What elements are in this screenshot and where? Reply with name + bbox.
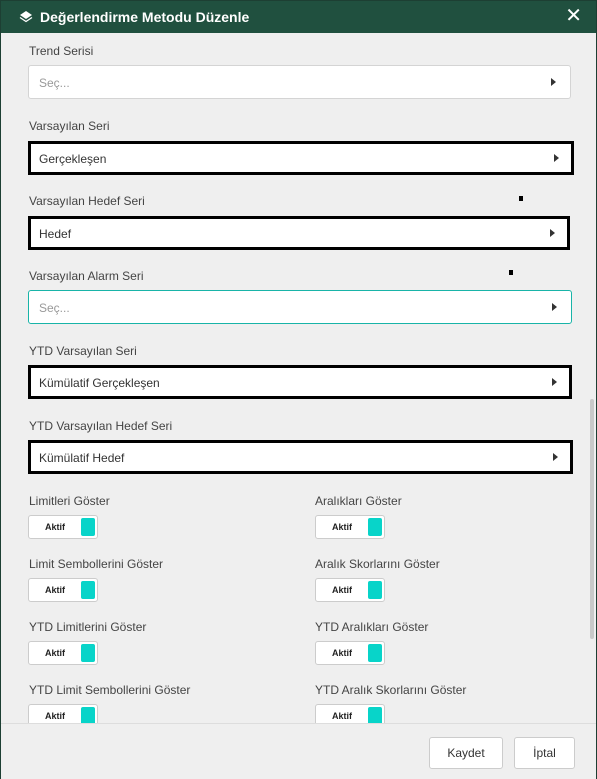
ytd-show-limits-label: YTD Limitlerini Göster bbox=[29, 620, 147, 634]
toggle-knob bbox=[81, 707, 95, 723]
default-alarm-series-select[interactable] bbox=[28, 290, 572, 324]
toggle-knob bbox=[81, 644, 95, 662]
scrollbar-thumb[interactable] bbox=[590, 399, 594, 639]
toggle-state-label: Aktif bbox=[45, 522, 65, 532]
show-limit-symbols-toggle[interactable] bbox=[28, 578, 98, 602]
default-alarm-series-label: Varsayılan Alarm Seri bbox=[29, 269, 144, 283]
ytd-show-range-scores-label: YTD Aralık Skorlarını Göster bbox=[315, 683, 467, 697]
default-target-series-select[interactable] bbox=[28, 216, 570, 250]
default-series-select[interactable] bbox=[28, 141, 574, 175]
trend-series-select[interactable] bbox=[28, 65, 571, 99]
toggle-state-label: Aktif bbox=[332, 711, 352, 721]
marker-dot bbox=[519, 196, 523, 201]
trend-series-label: Trend Serisi bbox=[29, 44, 94, 58]
toggle-knob bbox=[81, 518, 95, 536]
show-range-scores-label: Aralık Skorlarını Göster bbox=[315, 557, 440, 571]
show-limits-toggle[interactable] bbox=[28, 515, 98, 539]
ytd-default-series-label: YTD Varsayılan Seri bbox=[29, 344, 137, 358]
caret-right-icon bbox=[554, 154, 559, 162]
show-limits-label: Limitleri Göster bbox=[29, 494, 110, 508]
default-series-label: Varsayılan Seri bbox=[29, 119, 110, 133]
show-ranges-toggle[interactable] bbox=[315, 515, 385, 539]
caret-right-icon bbox=[552, 378, 557, 386]
show-range-scores-toggle[interactable] bbox=[315, 578, 385, 602]
toggle-knob bbox=[81, 581, 95, 599]
ytd-show-limit-symbols-label: YTD Limit Sembollerini Göster bbox=[29, 683, 191, 697]
toggle-state-label: Aktif bbox=[45, 711, 65, 721]
ytd-default-series-select[interactable] bbox=[28, 365, 572, 399]
toggle-state-label: Aktif bbox=[45, 585, 65, 595]
dialog-title: Değerlendirme Metodu Düzenle bbox=[40, 9, 250, 25]
caret-right-icon bbox=[553, 453, 558, 461]
ytd-show-limits-toggle[interactable] bbox=[28, 641, 98, 665]
default-alarm-series-value: Seç... bbox=[39, 301, 70, 315]
default-target-series-label: Varsayılan Hedef Seri bbox=[29, 194, 145, 208]
toggle-state-label: Aktif bbox=[332, 522, 352, 532]
toggle-knob bbox=[368, 581, 382, 599]
marker-dot bbox=[509, 270, 513, 275]
ytd-show-range-scores-toggle[interactable] bbox=[315, 704, 385, 723]
save-button[interactable]: Kaydet bbox=[429, 737, 503, 769]
ytd-default-target-series-value: Kümülatif Hedef bbox=[39, 451, 125, 465]
toggle-knob bbox=[368, 707, 382, 723]
layers-icon bbox=[19, 10, 33, 24]
ytd-show-ranges-toggle[interactable] bbox=[315, 641, 385, 665]
ytd-show-ranges-label: YTD Aralıkları Göster bbox=[315, 620, 429, 634]
caret-right-icon bbox=[550, 229, 555, 237]
default-series-value: Gerçekleşen bbox=[39, 152, 107, 166]
show-ranges-label: Aralıkları Göster bbox=[315, 494, 402, 508]
dialog-titlebar bbox=[1, 1, 596, 33]
cancel-button[interactable]: İptal bbox=[514, 737, 575, 769]
toggle-knob bbox=[368, 644, 382, 662]
caret-right-icon bbox=[551, 78, 556, 86]
close-icon[interactable]: ✕ bbox=[565, 5, 582, 27]
caret-right-icon bbox=[552, 303, 557, 311]
default-target-series-value: Hedef bbox=[39, 227, 72, 241]
toggle-state-label: Aktif bbox=[332, 648, 352, 658]
show-limit-symbols-label: Limit Sembollerini Göster bbox=[29, 557, 164, 571]
ytd-default-target-series-label: YTD Varsayılan Hedef Seri bbox=[29, 419, 173, 433]
ytd-show-limit-symbols-toggle[interactable] bbox=[28, 704, 98, 723]
dialog-footer bbox=[1, 723, 596, 779]
toggle-knob bbox=[368, 518, 382, 536]
toggle-state-label: Aktif bbox=[332, 585, 352, 595]
trend-series-value: Seç... bbox=[39, 76, 70, 90]
dialog-body bbox=[1, 33, 596, 723]
toggle-state-label: Aktif bbox=[45, 648, 65, 658]
ytd-default-target-series-select[interactable] bbox=[28, 440, 573, 474]
ytd-default-series-value: Kümülatif Gerçekleşen bbox=[39, 376, 160, 390]
